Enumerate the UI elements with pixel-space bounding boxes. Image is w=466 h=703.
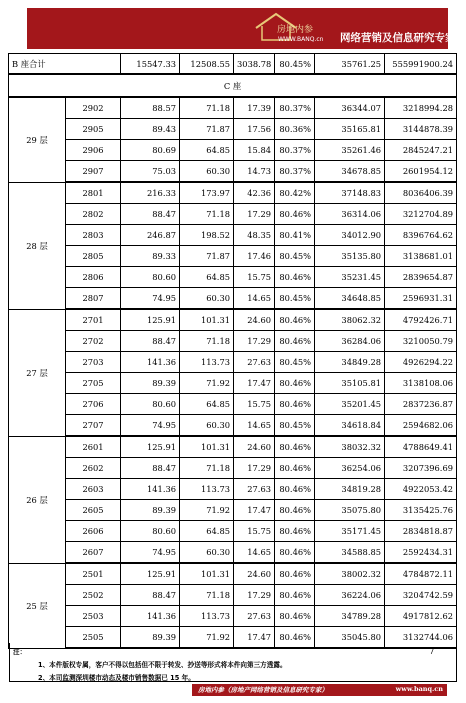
cell-unit: 2503 (66, 606, 121, 627)
table-row (9, 521, 457, 542)
cell-area2: 71.92 (180, 373, 234, 394)
cell-price: 38032.32 (315, 436, 385, 458)
cell-area2: 60.30 (180, 415, 234, 437)
cell-total: 3204742.59 (385, 585, 457, 606)
cell-price: 34588.85 (315, 542, 385, 564)
table-row (9, 373, 457, 394)
cell-price: 35165.81 (315, 119, 385, 140)
cell-area2: 71.18 (180, 331, 234, 352)
cell-area1: 125.91 (121, 563, 180, 585)
cell-ratio: 80.46% (275, 373, 315, 394)
table-row (9, 182, 457, 204)
cell-area3: 14.65 (234, 542, 275, 564)
cell-area1: 89.43 (121, 119, 180, 140)
cell-area1: 88.47 (121, 458, 180, 479)
summary-ratio: 80.45% (275, 54, 315, 75)
summary-price: 35761.25 (315, 54, 385, 75)
cell-area2: 101.31 (180, 563, 234, 585)
cell-price: 36344.07 (315, 97, 385, 119)
cell-unit: 2501 (66, 563, 121, 585)
cell-area1: 89.33 (121, 246, 180, 267)
cell-price: 36314.06 (315, 204, 385, 225)
cell-price: 36254.06 (315, 458, 385, 479)
cell-unit: 2807 (66, 288, 121, 310)
cell-area1: 88.47 (121, 204, 180, 225)
cell-price: 34819.28 (315, 479, 385, 500)
cell-unit: 2605 (66, 500, 121, 521)
floor-label: 29 层 (9, 97, 66, 182)
floor-label: 25 层 (9, 563, 66, 648)
cell-area3: 24.60 (234, 436, 275, 458)
cell-total: 3135425.76 (385, 500, 457, 521)
cell-area3: 17.47 (234, 373, 275, 394)
table-row (9, 563, 457, 585)
cell-total: 2845247.21 (385, 140, 457, 161)
cell-area3: 48.35 (234, 225, 275, 246)
table-row (9, 394, 457, 415)
cell-unit: 2906 (66, 140, 121, 161)
cell-area3: 17.46 (234, 246, 275, 267)
cell-ratio: 80.45% (275, 288, 315, 310)
cell-total: 2592434.31 (385, 542, 457, 564)
table-row (9, 309, 457, 331)
cell-unit: 2707 (66, 415, 121, 437)
summary-label: B 座合计 (9, 54, 121, 75)
cell-ratio: 80.37% (275, 97, 315, 119)
cell-price: 34789.28 (315, 606, 385, 627)
cell-area3: 15.75 (234, 394, 275, 415)
cell-total: 4922053.42 (385, 479, 457, 500)
cell-total: 3138681.01 (385, 246, 457, 267)
table-row (9, 161, 457, 183)
cell-price: 36224.06 (315, 585, 385, 606)
cell-unit: 2601 (66, 436, 121, 458)
cell-total: 3210050.79 (385, 331, 457, 352)
cell-area1: 88.47 (121, 585, 180, 606)
cell-area3: 17.29 (234, 204, 275, 225)
cell-price: 34648.85 (315, 288, 385, 310)
cell-unit: 2803 (66, 225, 121, 246)
cell-area3: 24.60 (234, 563, 275, 585)
cell-area3: 17.47 (234, 500, 275, 521)
cell-area3: 14.65 (234, 288, 275, 310)
cell-unit: 2706 (66, 394, 121, 415)
cell-total: 2594682.06 (385, 415, 457, 437)
cell-ratio: 80.46% (275, 436, 315, 458)
cell-area1: 80.60 (121, 394, 180, 415)
cell-area2: 64.85 (180, 267, 234, 288)
cell-unit: 2902 (66, 97, 121, 119)
cell-area1: 74.95 (121, 542, 180, 564)
section-title: C 座 (9, 74, 457, 97)
cell-ratio: 80.45% (275, 246, 315, 267)
cell-total: 4784872.11 (385, 563, 457, 585)
cell-area2: 71.87 (180, 246, 234, 267)
cell-area3: 17.39 (234, 97, 275, 119)
cell-area3: 14.73 (234, 161, 275, 183)
table-row (9, 500, 457, 521)
cell-total: 2839654.87 (385, 267, 457, 288)
cell-area3: 17.29 (234, 331, 275, 352)
cell-ratio: 80.46% (275, 479, 315, 500)
cell-area3: 27.63 (234, 479, 275, 500)
cell-ratio: 80.46% (275, 458, 315, 479)
table-row (9, 288, 457, 310)
cell-unit: 2606 (66, 521, 121, 542)
cell-area1: 216.33 (121, 182, 180, 204)
cell-area1: 80.69 (121, 140, 180, 161)
cell-ratio: 80.46% (275, 394, 315, 415)
notes-title: 注： (13, 648, 27, 656)
cell-price: 34678.85 (315, 161, 385, 183)
cell-ratio: 80.36% (275, 119, 315, 140)
brand-slogan: 网络营销及信息研究专家 (340, 32, 456, 44)
cell-price: 35231.45 (315, 267, 385, 288)
cell-unit: 2703 (66, 352, 121, 373)
cell-area1: 80.60 (121, 267, 180, 288)
cell-area1: 141.36 (121, 352, 180, 373)
cell-area3: 42.36 (234, 182, 275, 204)
cell-area3: 27.63 (234, 606, 275, 627)
cell-ratio: 80.45% (275, 415, 315, 437)
cell-total: 2837236.87 (385, 394, 457, 415)
cell-unit: 2806 (66, 267, 121, 288)
table-row (9, 119, 457, 140)
cell-ratio: 80.46% (275, 500, 315, 521)
cell-ratio: 80.46% (275, 521, 315, 542)
cell-unit: 2603 (66, 479, 121, 500)
table-row (9, 479, 457, 500)
cell-ratio: 80.46% (275, 606, 315, 627)
cell-total: 8036406.39 (385, 182, 457, 204)
cell-total: 2596931.31 (385, 288, 457, 310)
footer-banner (192, 684, 447, 696)
cell-area1: 74.95 (121, 415, 180, 437)
cell-price: 35201.45 (315, 394, 385, 415)
cell-unit: 2602 (66, 458, 121, 479)
notes-box (9, 643, 457, 682)
cell-ratio: 80.46% (275, 627, 315, 649)
cell-price: 35171.45 (315, 521, 385, 542)
cell-price: 34849.28 (315, 352, 385, 373)
table-row (9, 415, 457, 437)
cell-unit: 2802 (66, 204, 121, 225)
table-row (9, 267, 457, 288)
cell-area1: 125.91 (121, 309, 180, 331)
note-item: 1、本件版权专属，客户不得以包括但不限于转发、抄送等形式将本件向第三方透露。 (38, 661, 287, 669)
table-row (9, 225, 457, 246)
cell-total: 8396764.62 (385, 225, 457, 246)
table-row (9, 606, 457, 627)
cell-unit: 2702 (66, 331, 121, 352)
cell-ratio: 80.46% (275, 542, 315, 564)
cell-area2: 101.31 (180, 436, 234, 458)
cell-area2: 71.18 (180, 204, 234, 225)
cell-total: 3138108.06 (385, 373, 457, 394)
summary-row (9, 54, 457, 75)
table-row (9, 140, 457, 161)
cell-area1: 141.36 (121, 479, 180, 500)
cell-unit: 2502 (66, 585, 121, 606)
floor-label: 27 层 (9, 309, 66, 436)
logo-text: 房地内参 (277, 25, 314, 35)
cell-area1: 80.60 (121, 521, 180, 542)
cell-ratio: 80.41% (275, 225, 315, 246)
table-row (9, 204, 457, 225)
cell-price: 35135.80 (315, 246, 385, 267)
cell-area2: 64.85 (180, 394, 234, 415)
cell-unit: 2905 (66, 119, 121, 140)
summary-area1: 15547.33 (121, 54, 180, 75)
floor-label: 26 层 (9, 436, 66, 563)
cell-total: 2601954.12 (385, 161, 457, 183)
cell-area3: 27.63 (234, 352, 275, 373)
cell-unit: 2801 (66, 182, 121, 204)
cell-ratio: 80.46% (275, 563, 315, 585)
cell-area2: 113.73 (180, 352, 234, 373)
floor-label: 28 层 (9, 182, 66, 309)
cell-ratio: 80.46% (275, 204, 315, 225)
cell-total: 3207396.69 (385, 458, 457, 479)
table-row (9, 542, 457, 564)
cell-area1: 75.03 (121, 161, 180, 183)
cell-area3: 15.75 (234, 521, 275, 542)
cell-area3: 17.56 (234, 119, 275, 140)
cell-price: 36284.06 (315, 331, 385, 352)
cell-area2: 64.85 (180, 521, 234, 542)
cell-area1: 246.87 (121, 225, 180, 246)
cell-ratio: 80.37% (275, 140, 315, 161)
summary-area3: 3038.78 (234, 54, 275, 75)
cell-price: 35105.81 (315, 373, 385, 394)
cell-area2: 71.87 (180, 119, 234, 140)
cell-area2: 71.92 (180, 500, 234, 521)
cell-ratio: 80.37% (275, 161, 315, 183)
cell-price: 38002.32 (315, 563, 385, 585)
cell-total: 3144878.39 (385, 119, 457, 140)
cell-total: 3212704.89 (385, 204, 457, 225)
cell-area1: 89.39 (121, 500, 180, 521)
cell-area2: 113.73 (180, 606, 234, 627)
cell-area1: 74.95 (121, 288, 180, 310)
cell-area2: 173.97 (180, 182, 234, 204)
cell-total: 2834818.87 (385, 521, 457, 542)
cell-area2: 60.30 (180, 542, 234, 564)
cell-area2: 71.18 (180, 97, 234, 119)
note-item: 2、本司监测深圳楼市动态及楼市销售数据已 15 年。 (38, 674, 195, 682)
cell-price: 38062.32 (315, 309, 385, 331)
cell-total: 3132744.06 (385, 627, 457, 649)
table-row (9, 97, 457, 119)
cell-area3: 14.65 (234, 415, 275, 437)
cell-area2: 64.85 (180, 140, 234, 161)
summary-total: 555991900.24 (385, 54, 457, 75)
cell-total: 4917812.62 (385, 606, 457, 627)
table-row (9, 585, 457, 606)
table-row (9, 436, 457, 458)
cell-ratio: 80.46% (275, 331, 315, 352)
cell-total: 3218994.28 (385, 97, 457, 119)
cell-price: 37148.83 (315, 182, 385, 204)
logo-url: WWW.BANQ.cn (278, 36, 324, 43)
cell-area1: 88.57 (121, 97, 180, 119)
cell-ratio: 80.45% (275, 352, 315, 373)
cell-unit: 2805 (66, 246, 121, 267)
cell-area1: 89.39 (121, 627, 180, 649)
footer-text: 房地内参（房地产网络营销及信息研究专家） (198, 686, 328, 694)
header-banner (27, 8, 456, 49)
cell-area1: 89.39 (121, 373, 180, 394)
cell-price: 34012.90 (315, 225, 385, 246)
cell-unit: 2701 (66, 309, 121, 331)
cell-unit: 2607 (66, 542, 121, 564)
cell-price: 35261.46 (315, 140, 385, 161)
summary-area2: 12508.55 (180, 54, 234, 75)
cell-area3: 17.29 (234, 458, 275, 479)
cell-area3: 24.60 (234, 309, 275, 331)
cell-area3: 15.84 (234, 140, 275, 161)
cell-area3: 17.47 (234, 627, 275, 649)
cell-area2: 71.92 (180, 627, 234, 649)
cell-area3: 17.29 (234, 585, 275, 606)
cell-area2: 71.18 (180, 585, 234, 606)
cell-area3: 15.75 (234, 267, 275, 288)
cell-area1: 125.91 (121, 436, 180, 458)
table-row (9, 246, 457, 267)
cell-unit: 2907 (66, 161, 121, 183)
cell-area1: 88.47 (121, 331, 180, 352)
cell-area2: 60.30 (180, 161, 234, 183)
cell-area2: 60.30 (180, 288, 234, 310)
cell-unit: 2705 (66, 373, 121, 394)
cell-price: 34618.84 (315, 415, 385, 437)
cell-total: 4926294.22 (385, 352, 457, 373)
cell-price: 35075.80 (315, 500, 385, 521)
table-row (9, 458, 457, 479)
cell-area2: 198.52 (180, 225, 234, 246)
cell-area1: 141.36 (121, 606, 180, 627)
page-number: 7 (429, 647, 435, 657)
cell-ratio: 80.46% (275, 585, 315, 606)
cell-area2: 113.73 (180, 479, 234, 500)
section-row (9, 74, 457, 97)
cell-price: 35045.80 (315, 627, 385, 649)
cell-ratio: 80.42% (275, 182, 315, 204)
cell-ratio: 80.46% (275, 309, 315, 331)
cell-area2: 71.18 (180, 458, 234, 479)
cell-unit: 2505 (66, 627, 121, 649)
table-row (9, 331, 457, 352)
cell-total: 4792426.71 (385, 309, 457, 331)
sales-table (8, 53, 457, 649)
cell-ratio: 80.46% (275, 267, 315, 288)
cell-area2: 101.31 (180, 309, 234, 331)
cell-total: 4788649.41 (385, 436, 457, 458)
table-row (9, 352, 457, 373)
footer-url: www.banq.cn (395, 685, 443, 693)
